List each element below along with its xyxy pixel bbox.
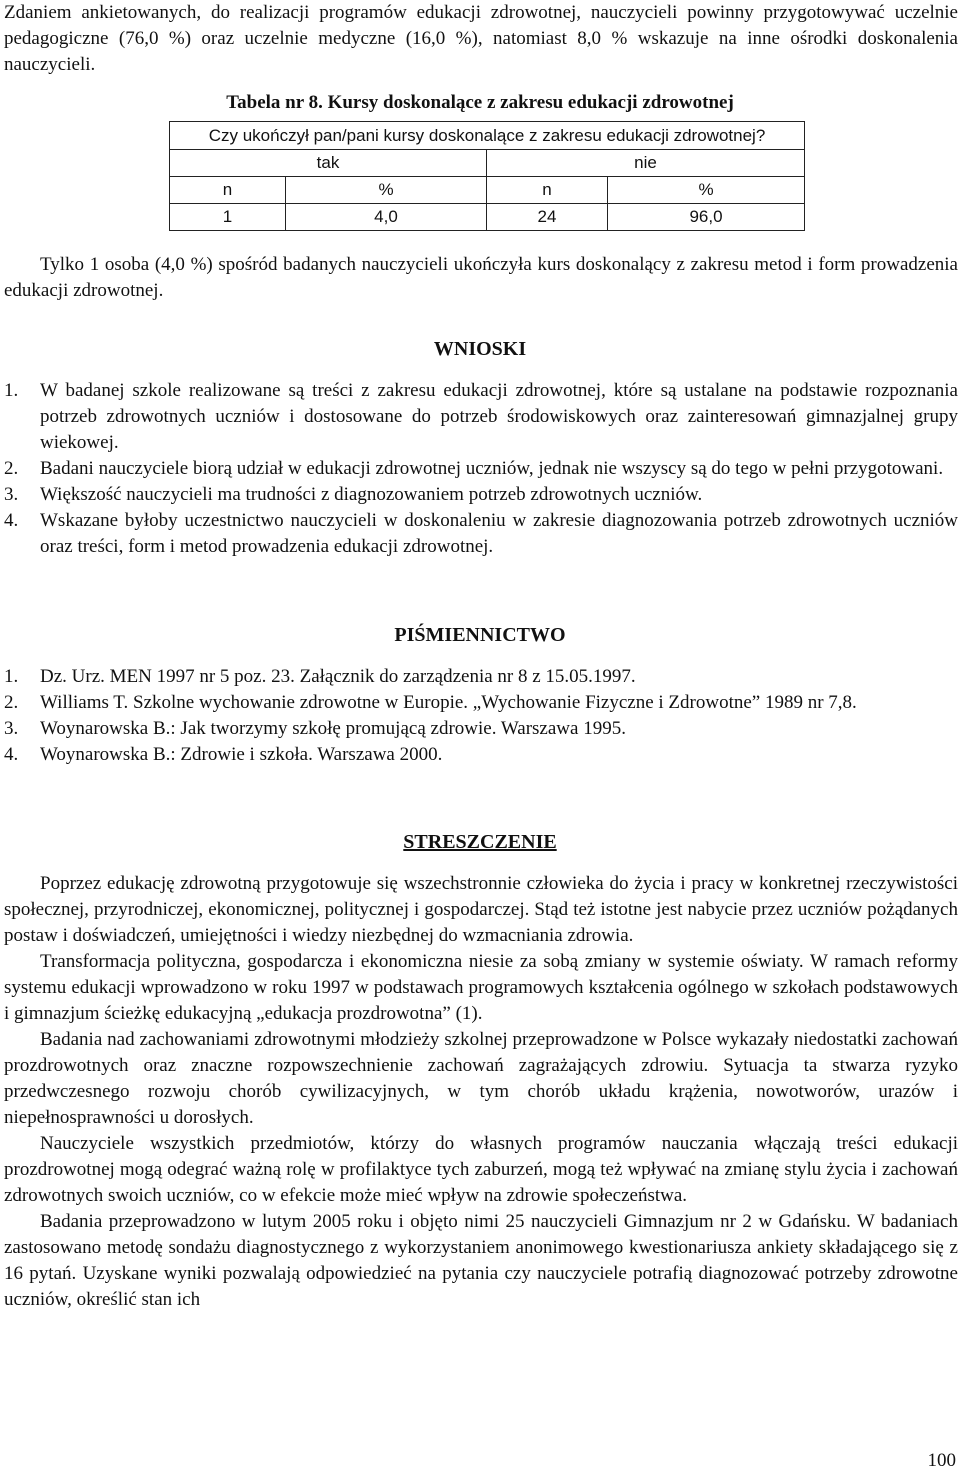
subheader-pct-no: % (608, 177, 805, 204)
summary-paragraph: Poprzez edukację zdrowotną przygotowuje się wszechstronnie człowieka do życia i pracy w konkretnej rzeczywistości społecznej, przyrodniczej, ekonomicznej, politycznej i gospodarczej. Stąd też istotne jest nabycie przez uczniów pożądanych postaw i doświadczeń, umiejętności i wiedzy niezbędnej do wzmacniania zdrowia. (4, 873, 958, 946)
list-item: 2. Williams T. Szkolne wychowanie zdrowotne w Europie. „Wychowanie Fizyczne i Zdrowotne” 1989 nr 7,8. (4, 692, 857, 713)
references-list (4, 664, 958, 768)
table-caption (0, 90, 960, 116)
summary-body (0, 871, 960, 1313)
subheader-n-no: n (487, 177, 608, 204)
list-item: 1. Dz. Urz. MEN 1997 nr 5 poz. 23. Załącznik do zarządzenia nr 8 z 15.05.1997. (4, 666, 636, 687)
table-label: Tabela nr 8. (226, 92, 323, 113)
page-number: 100 (927, 1450, 956, 1471)
conclusions-heading: WNIOSKI (433, 338, 527, 360)
list-item: 4. Wskazane byłoby uczestnictwo nauczycieli w doskonaleniu w zakresie diagnozowania potrzeb zdrowotnych uczniów oraz treści, form i metod prowadzenia edukacji zdrowotnej. (4, 510, 958, 557)
intro-paragraph: Zdaniem ankietowanych, do realizacji programów edukacji zdrowotnej, nauczycieli powinny przygotowywać uczelnie pedagogiczne (76,0 %) oraz uczelnie medyczne (16,0 %), natomiast 8,0 % wskazuje na inne ośrodki doskonalenia nauczycieli. (4, 2, 958, 75)
value-pct-no: 96,0 (608, 204, 805, 231)
table-question: Czy ukończył pan/pani kursy doskonalące z zakresu edukacji zdrowotnej? (170, 122, 805, 150)
summary-paragraph: Badania nad zachowaniami zdrowotnymi młodzieży szkolnej przeprowadzone w Polsce wykazały niedostatki zachowań prozdrowotnych oraz znaczne rozpowszechnienie zachowań zagrażających zdrowiu. Sytuacja ta stwarza ryzyko przedwczesnego rozwoju chorób cywilizacyjnych, w tym chorób układu krążenia, nowotworów, urazów i niepełnosprawności u dorosłych. (4, 1029, 958, 1128)
value-n-no: 24 (487, 204, 608, 231)
list-item: 3. Większość nauczycieli ma trudności z diagnozowaniem potrzeb zdrowotnych uczniów. (4, 484, 703, 505)
after-table-paragraph: Tylko 1 osoba (4,0 %) spośród badanych nauczycieli ukończyła kurs doskonalący z zakresu metod i form prowadzenia edukacji zdrowotnej. (4, 254, 958, 301)
list-item: 2. Badani nauczyciele biorą udział w edukacji zdrowotnej uczniów, jednak nie wszyscy są do tego w pełni przygotowani. (4, 458, 944, 479)
conclusions-list (4, 378, 958, 560)
subheader-n-yes: n (170, 177, 286, 204)
table-title: Kursy doskonalące z zakresu edukacji zdrowotnej (327, 92, 734, 113)
value-pct-yes: 4,0 (286, 204, 487, 231)
courses-table (169, 121, 805, 231)
answer-header-no: nie (487, 150, 805, 177)
list-item: 1. W badanej szkole realizowane są treści z zakresu edukacji zdrowotnej, które są ustalane na podstawie rozpoznania potrzeb zdrowotnych uczniów i dostosowane do potrzeb środowiskowych oraz zainteresowań gimnazjalnej grupy wiekowej. (4, 380, 958, 453)
list-item: 3. Woynarowska B.: Jak tworzymy szkołę promującą zdrowie. Warszawa 1995. (4, 718, 626, 739)
summary-paragraph: Nauczyciele wszystkich przedmiotów, którzy do własnych programów nauczania włączają treści edukacji prozdrowotnej mogą odegrać ważną rolę w profilaktyce tych zaburzeń, mogą też wpływać na zmianę stylu życia i zachowań zdrowotnych swoich uczniów, co w efekcie może mieć wpływ na zdrowie społeczeństwa. (4, 1133, 958, 1206)
subheader-pct-yes: % (286, 177, 487, 204)
list-item: 4. Woynarowska B.: Zdrowie i szkoła. Warszawa 2000. (4, 744, 443, 765)
answer-header-yes: tak (170, 150, 487, 177)
value-n-yes: 1 (170, 204, 286, 231)
references-heading: PIŚMIENNICTWO (394, 624, 566, 646)
summary-paragraph: Transformacja polityczna, gospodarcza i ekonomiczna niesie za sobą zmiany w systemie oświaty. W ramach reformy systemu edukacji wprowadzono w roku 1997 w podstawach programowych kształcenia ogólnego w szkołach podstawowych i gimnazjum ścieżkę edukacyjną „edukacja prozdrowotna” (1). (4, 951, 958, 1024)
summary-heading: STRESZCZENIE (403, 831, 557, 853)
summary-paragraph: Badania przeprowadzono w lutym 2005 roku i objęto nimi 25 nauczycieli Gimnazjum nr 2 w Gdańsku. W badaniach zastosowano metodę sondażu diagnostycznego z wykorzystaniem anonimowego kwestionariusza ankiety składającego się z 16 pytań. Uzyskane wyniki pozwalają odpowiedzieć na pytania czy nauczyciele potrafią diagnozować potrzeby zdrowotne uczniów, określić stan ich (4, 1211, 958, 1310)
